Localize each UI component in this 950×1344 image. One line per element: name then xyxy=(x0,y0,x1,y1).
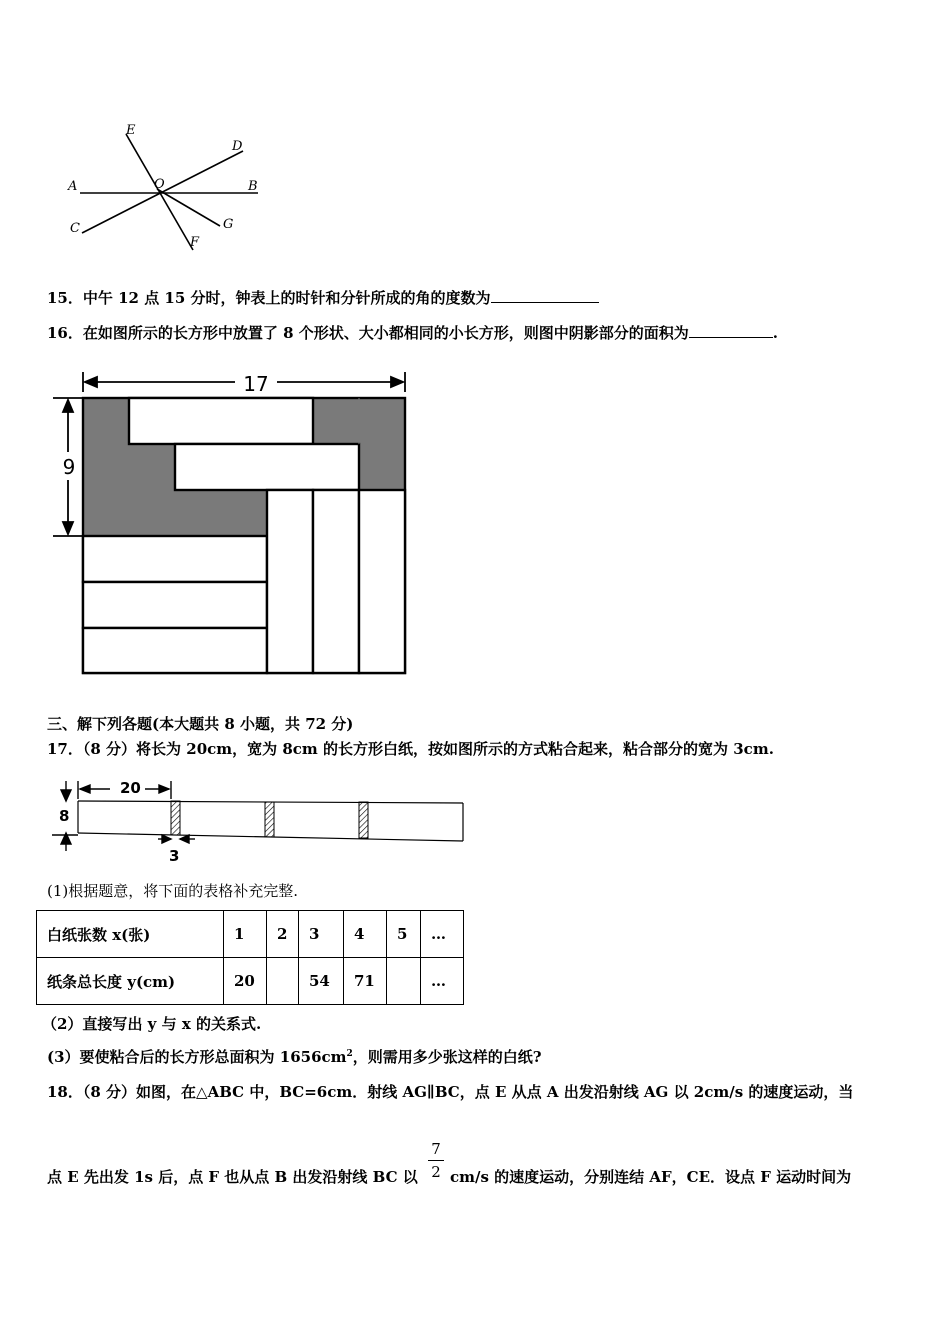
small-rectangle xyxy=(129,398,313,444)
section-3-title: 三、解下列各题(本大题共 8 小题，共 72 分) xyxy=(47,715,354,733)
width-label-17: 17 xyxy=(243,372,269,396)
small-rectangle xyxy=(313,490,359,673)
label-E: E xyxy=(126,123,136,138)
table-cell: 54 xyxy=(299,958,344,1005)
table-cell: … xyxy=(421,911,464,958)
question-18-line1: 18．（8 分）如图，在△ABC 中，BC=6cm．射线 AG∥BC，点 E 从点 A 出发沿射线 AG 以 2cm/s 的速度运动，当 xyxy=(47,1083,854,1101)
table-cell: 71 xyxy=(344,958,387,1005)
rectangle-figure xyxy=(45,368,415,678)
data-table xyxy=(36,910,464,1005)
table-cell: 4 xyxy=(344,911,387,958)
q17-part2: （2）直接写出 y 与 x 的关系式. xyxy=(42,1015,262,1033)
label-C: C xyxy=(70,221,80,236)
label-A: A xyxy=(68,179,78,194)
table-cell-blank[interactable] xyxy=(267,958,299,1005)
question-18-line2b: cm/s 的速度运动，分别连结 AF，CE．设点 F 运动时间为 xyxy=(450,1168,852,1186)
overlap-region xyxy=(265,802,274,837)
label-D: D xyxy=(232,139,243,154)
table-cell: 2 xyxy=(267,911,299,958)
strip-width-label: 8 xyxy=(59,807,70,825)
label-B: B xyxy=(248,179,258,194)
small-rectangle xyxy=(83,536,267,582)
speed-fraction xyxy=(428,1140,444,1181)
overlap-region xyxy=(359,802,368,838)
small-rectangle xyxy=(267,490,313,673)
small-rectangle xyxy=(359,490,405,673)
table-header-cell: 白纸张数 x(张) xyxy=(37,911,224,958)
paper-strip-figure xyxy=(50,775,470,865)
small-rectangle xyxy=(83,582,267,628)
question-16: 16．在如图所示的长方形中放置了 8 个形状、大小都相同的小长方形，则图中阴影部分的面积为 . xyxy=(47,324,778,342)
answer-blank-15[interactable] xyxy=(491,288,599,303)
question-15: 15．中午 12 点 15 分时，钟表上的时针和分针所成的角的度数为 xyxy=(47,287,599,308)
small-rectangle xyxy=(175,444,359,490)
label-O: O xyxy=(154,177,165,192)
line-EF xyxy=(126,134,193,250)
table-row xyxy=(37,911,464,958)
table-cell: 20 xyxy=(224,958,267,1005)
height-label-9: 9 xyxy=(62,455,76,479)
table-cell-blank[interactable] xyxy=(387,958,421,1005)
fraction-denominator: 2 xyxy=(431,1163,441,1181)
q17-part1: (1)根据题意，将下面的表格补充完整. xyxy=(47,882,299,900)
angle-figure xyxy=(60,122,280,257)
q17-part3: (3）要使粘合后的长方形总面积为 $1656cm^2$，则需用多少张这样的白纸? xyxy=(47,1048,542,1066)
answer-blank-16[interactable] xyxy=(689,323,773,338)
ray-OG xyxy=(157,189,220,226)
question-18-line2a: 点 E 先出发 1s 后，点 F 也从点 B 出发沿射线 BC 以 xyxy=(47,1168,418,1186)
label-F: F xyxy=(190,235,200,250)
table-cell: 1 xyxy=(224,911,267,958)
overlap-region xyxy=(171,801,180,835)
table-cell: 3 xyxy=(299,911,344,958)
overlap-width-label: 3 xyxy=(169,847,180,865)
small-rectangle xyxy=(83,628,267,673)
fraction-numerator: 7 xyxy=(431,1140,441,1158)
table-header-cell: 纸条总长度 y(cm) xyxy=(37,958,224,1005)
table-row xyxy=(37,958,464,1005)
table-cell: 5 xyxy=(387,911,421,958)
strip-length-label: 20 xyxy=(120,779,141,797)
question-17: 17．（8 分）将长为 20cm，宽为 8cm 的长方形白纸，按如图所示的方式粘合起来，粘合部分的宽为 3cm. xyxy=(47,740,774,758)
table-cell: … xyxy=(421,958,464,1005)
label-G: G xyxy=(223,217,234,232)
